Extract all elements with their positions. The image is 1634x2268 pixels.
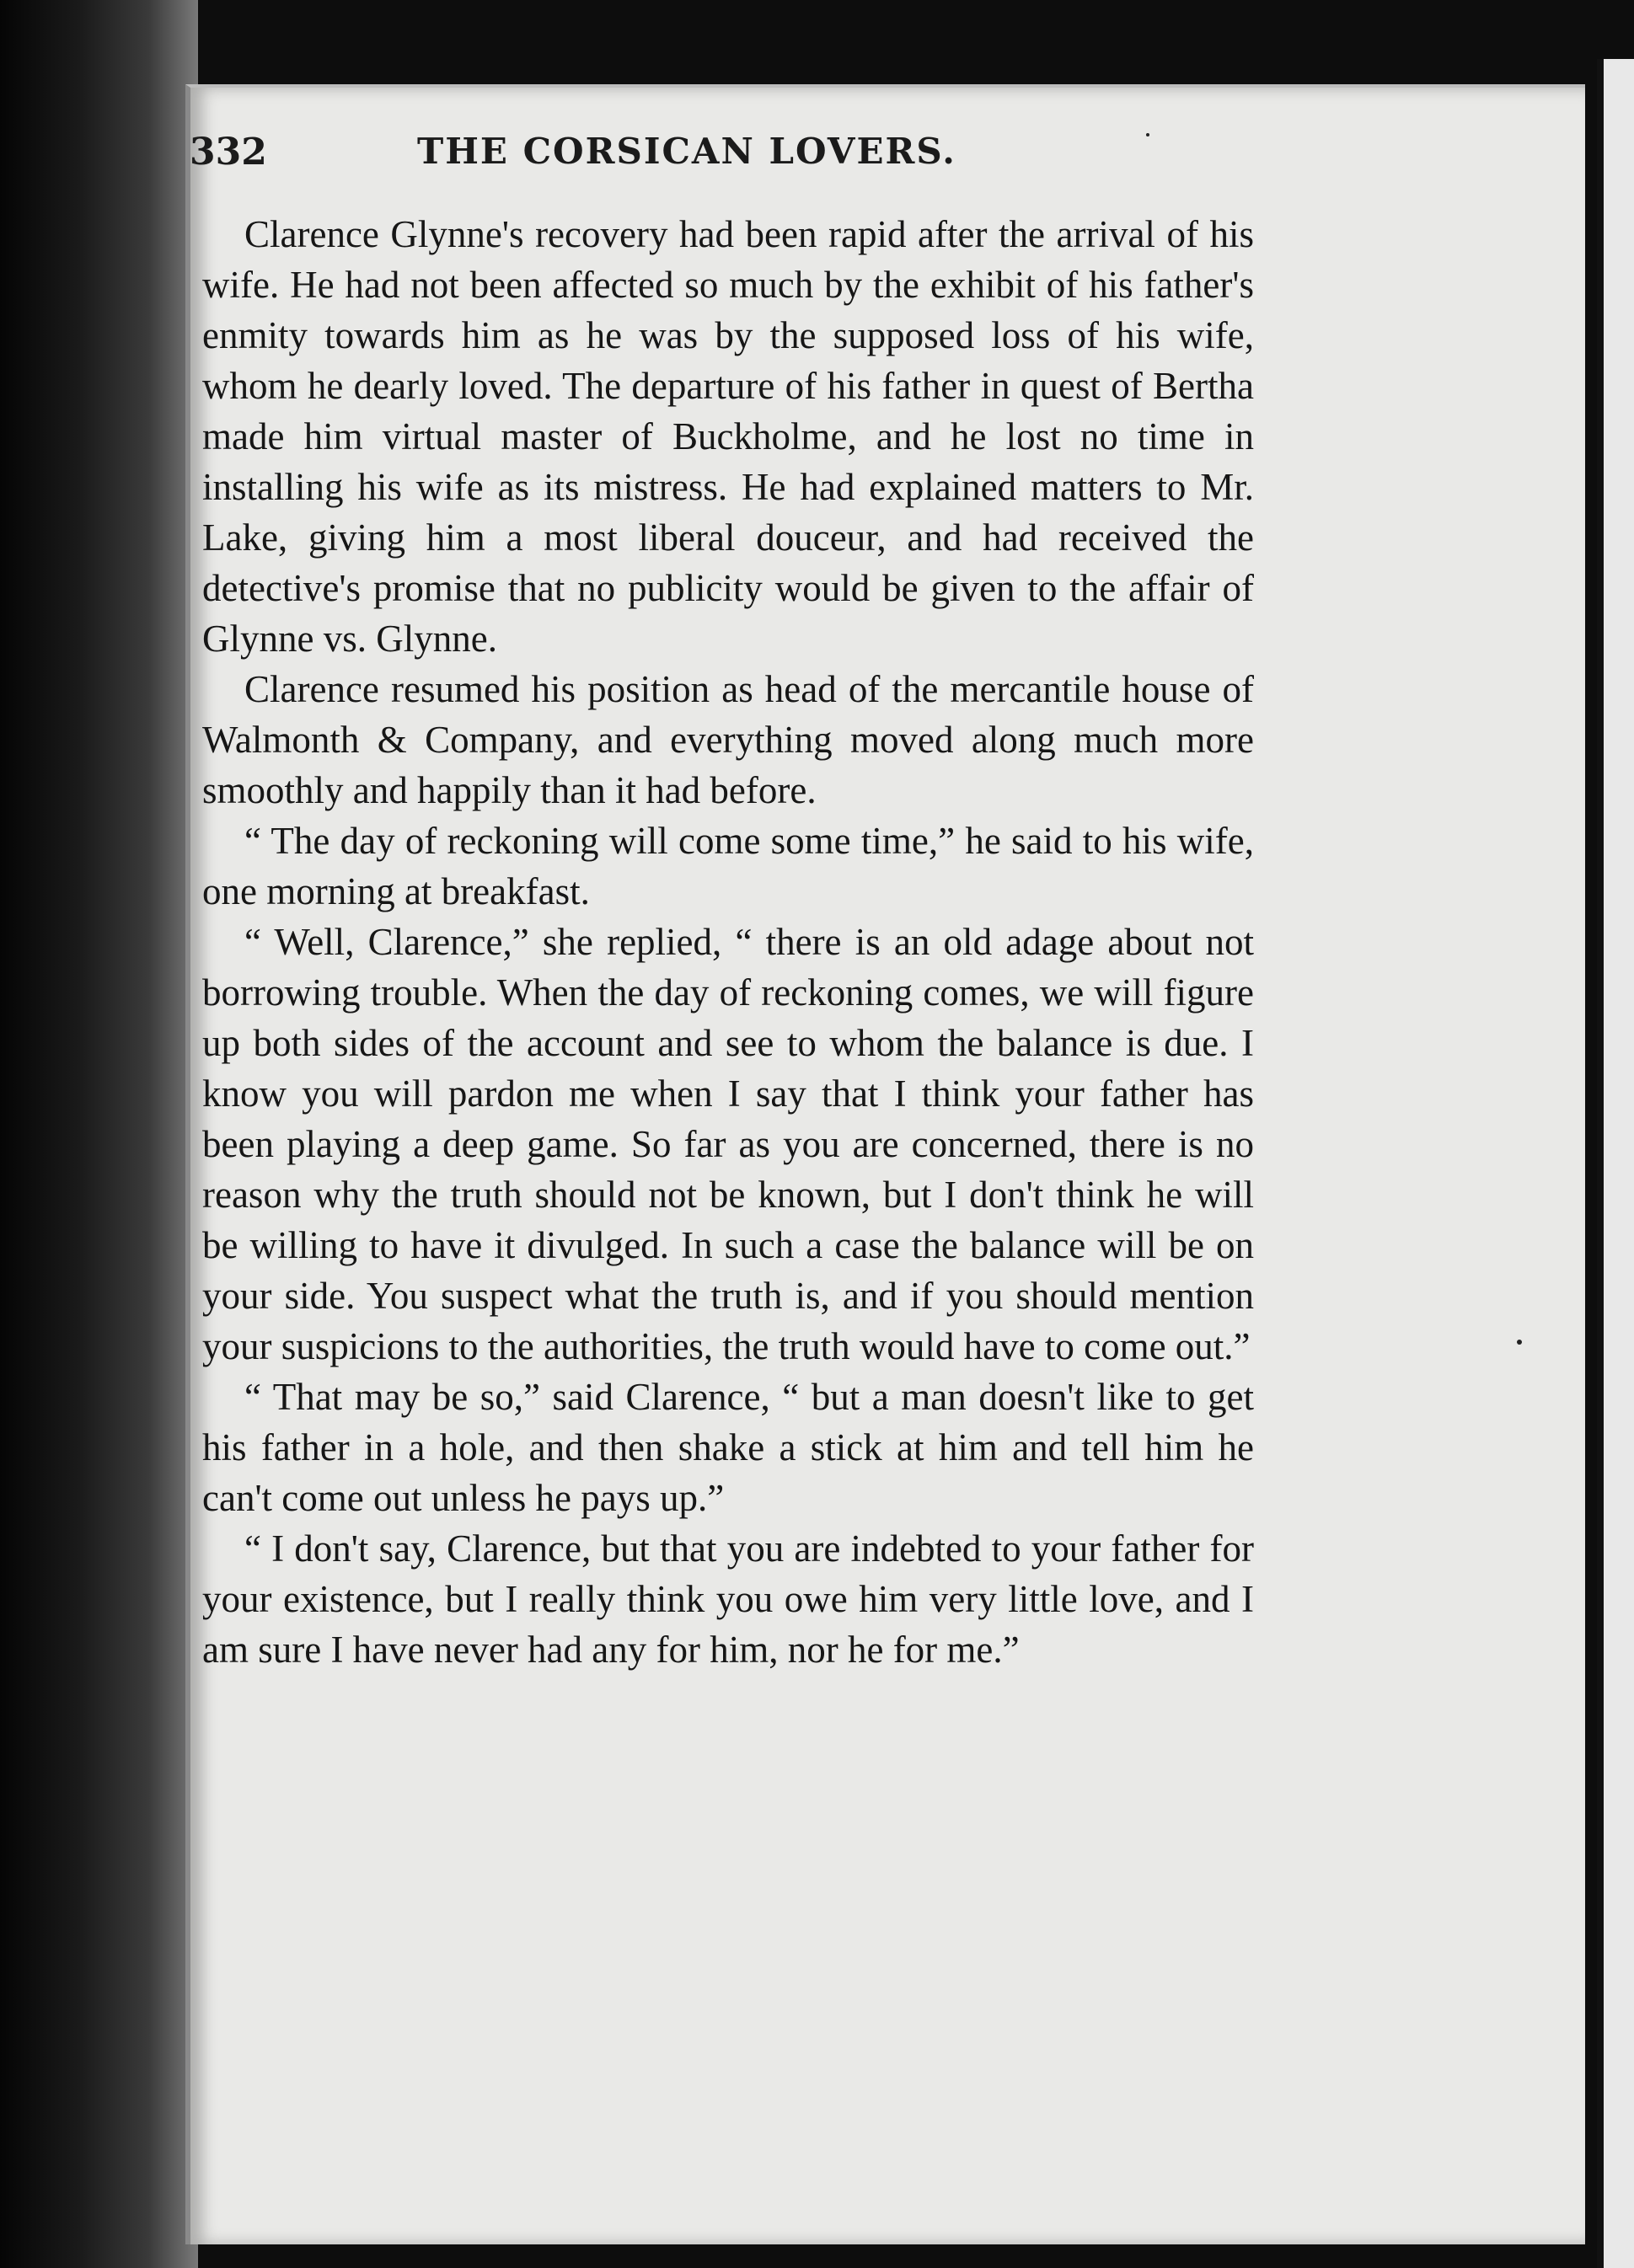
- paragraph: “ That may be so,” said Clarence, “ but a man doesn't like to get his father in a hole, and then shake a stick at him and tell him he can't come out unless he pays up.”: [202, 1376, 1254, 1519]
- body-text: [202, 209, 1254, 1978]
- book-binding-edge: [0, 0, 198, 2268]
- paragraph: “ Well, Clarence,” she replied, “ there is an old adage about not borrowing trouble. When the day of reckoning comes, we will figure up both sides of the account and see to whom the balance is due. I know you will pardon me when I say that I think your father has been playing a deep game. So far as you are concerned, there is no reason why the truth should not be known, but I don't think he will be willing to have it divulged. In such a case the balance will be on your side. You suspect what the truth is, and if you should mention your suspicions to the authorities, the truth would have to come out.”: [202, 921, 1254, 1367]
- paragraph: “ The day of reckoning will come some time,” he said to his wife, one morning at breakfast.: [202, 820, 1254, 912]
- page-number: 332: [190, 131, 267, 174]
- paragraph: “ I don't say, Clarence, but that you are indebted to your father for your existence, but I really think you owe him very little love, and I am sure I have never had any for him, nor he for me.”: [202, 1527, 1254, 1671]
- scan-speck: [1517, 1340, 1522, 1345]
- running-title: THE CORSICAN LOVERS.: [417, 131, 956, 172]
- paragraph: Clarence resumed his position as head of the mercantile house of Walmonth & Company, and everything moved along much more smoothly and happily than it had before.: [202, 668, 1254, 811]
- page-header: [190, 131, 1184, 198]
- facing-page-edge: [1597, 59, 1634, 2268]
- scan-speck: [1146, 133, 1149, 136]
- paragraph: Clarence Glynne's recovery had been rapid after the arrival of his wife. He had not been affected so much by the exhibit of his father's enmity towards him as he was by the supposed loss of his wife, whom he dearly loved. The departure of his father in quest of Bertha made him virtual master of Buckholme, and he lost no time in installing his wife as its mistress. He had explained matters to Mr. Lake, giving him a most liberal douceur, and had received the detective's promise that no publicity would be given to the affair of Glynne vs. Glynne.: [202, 213, 1254, 660]
